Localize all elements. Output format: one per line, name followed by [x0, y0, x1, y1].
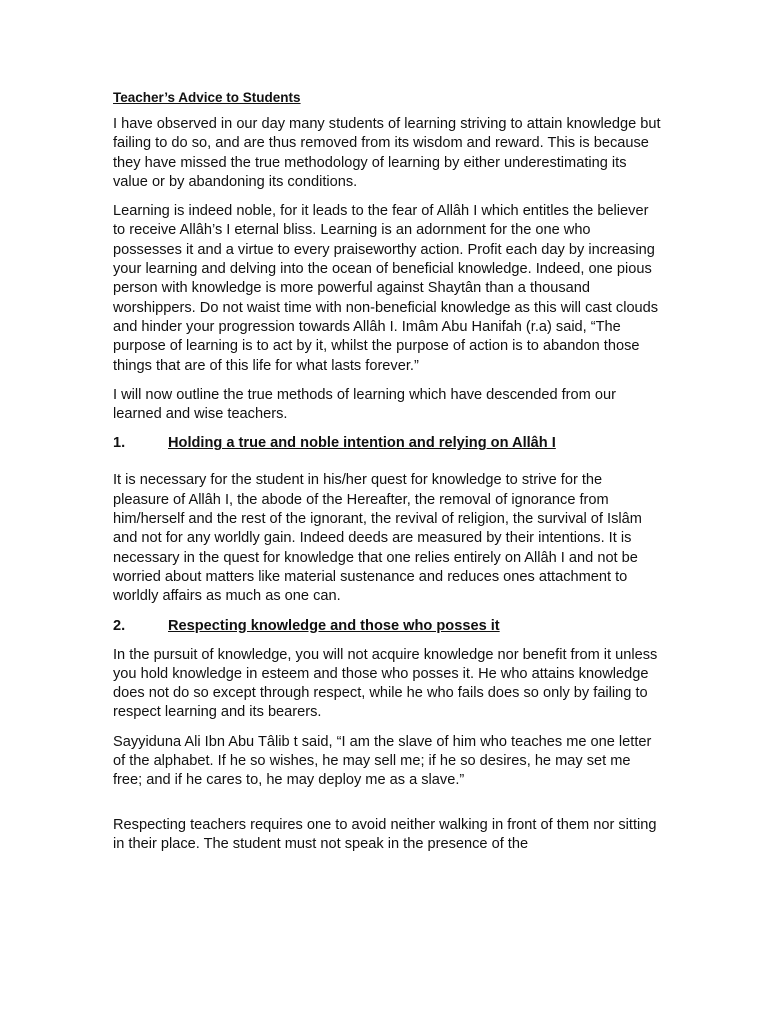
- section-1-title: Holding a true and noble intention and relying on Allâh I: [168, 435, 556, 452]
- section-1-paragraph-1: It is necessary for the student in his/her quest for knowledge to strive for the pleasure of Allâh I, the abode of the Hereafter, the removal of ignorance from him/herself and the rest of the ignorant, the revival of religion, the survival of Islâm and not for any worldly gain. Indeed deeds are measured by their intentions. It is necessary in the quest for knowledge that one relies entirely on Allâh I and not be worried about matters like material sustenance and reduces ones attachment to worldly affairs as much as one can.: [113, 472, 642, 605]
- section-2-number: 2.: [113, 617, 126, 634]
- section-2-paragraph-3: Respecting teachers requires one to avoid neither walking in front of them nor sitting in their place. The student must not speak in the presence of the: [113, 816, 657, 852]
- document-body: [113, 90, 661, 864]
- intro-paragraph-1: I have observed in our day many students of learning striving to attain knowledge but failing to do so, and are thus removed from its wisdom and reward. This is because they have missed the true methodology of learning by either underestimating its value or by abandoning its conditions.: [113, 116, 661, 190]
- document-title: Teacher’s Advice to Students: [113, 90, 301, 105]
- section-2-paragraph-2: Sayyiduna Ali Ibn Abu Tâlib t said, “I am the slave of him who teaches me one letter of the alphabet. If he so wishes, he may sell me; if he so desires, he may set me free; and if he cares to, he may deploy me as a slave.”: [113, 733, 652, 789]
- section-2-title: Respecting knowledge and those who posses it: [168, 617, 500, 634]
- section-1-number: 1.: [113, 435, 126, 452]
- intro-paragraph-3: I will now outline the true methods of learning which have descended from our learned and wise teachers.: [113, 386, 616, 423]
- section-2-paragraph-1: In the pursuit of knowledge, you will not acquire knowledge nor benefit from it unless you hold knowledge in esteem and those who posses it. He who attains knowledge does not do so except through respect, while he who fails does so only by failing to respect learning and its bearers.: [113, 646, 658, 721]
- section-2-heading: [113, 617, 661, 636]
- section-1-heading: [113, 434, 661, 453]
- intro-paragraph-2: Learning is indeed noble, for it leads to the fear of Allâh I which entitles the believer to receive Allâh’s I eternal bliss. Learning is an adornment for the one who possesses it and a virtue to every praiseworthy action. Profit each day by increasing your learning and delving into the ocean of beneficial knowledge. Indeed, one pious person with knowledge is more powerful against Shaytân than a thousand worshippers. Do not waist time with non-beneficial knowledge as this will cast clouds and hinder your progression towards Allâh I. Imâm Abu Hanifah (r.a) said, “The purpose of learning is to act by it, whilst the purpose of action is to abandon those things that are of this life for what lasts forever.”: [113, 203, 659, 374]
